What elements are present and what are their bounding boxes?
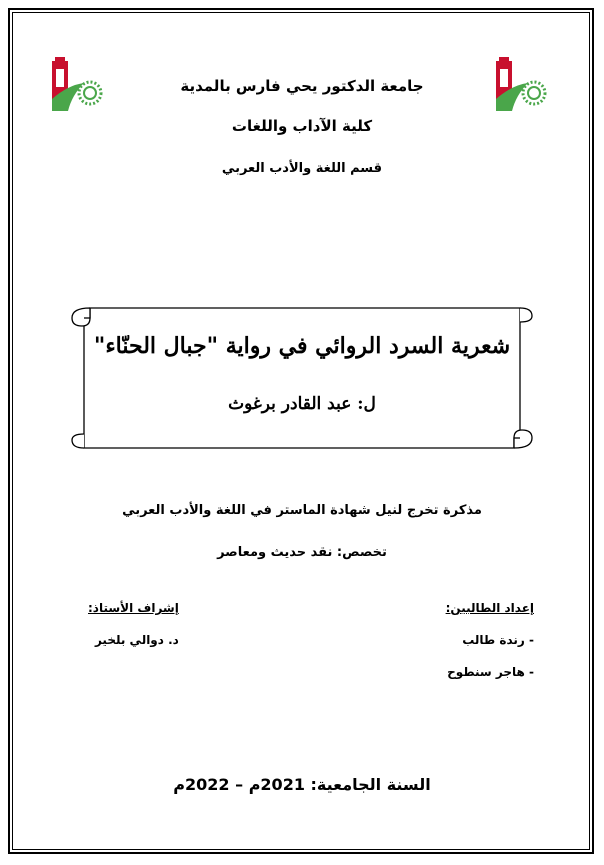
students-block — [446, 601, 534, 697]
thesis-specialty: تخصص: نقد حديث ومعاصر — [217, 545, 387, 560]
thesis-title: شعرية السرد الروائي في رواية "جبال الحنّاء" — [93, 333, 511, 359]
novel-author: ل: عبد القادر برغوث — [228, 394, 376, 414]
thesis-description: مذكرة تخرج لنيل شهادة الماستر في اللغة والأدب العربي — [122, 503, 482, 518]
title-scroll-box — [68, 298, 536, 458]
supervisor-name: د. دوالي بلخير — [94, 633, 179, 647]
student-name: - رندة طالب — [462, 633, 534, 647]
supervisor-block — [88, 601, 179, 665]
faculty-name: كلية الآداب واللغات — [231, 117, 373, 135]
academic-year: السنة الجامعية: 2021م – 2022م — [173, 775, 431, 794]
supervisor-heading: إشراف الأستاذ: — [88, 601, 179, 615]
students-heading: إعداد الطالبين: — [445, 601, 534, 615]
university-name: جامعة الدكتور يحي فارس بالمدية — [180, 77, 424, 95]
student-name: - هاجر سنطوح — [447, 665, 534, 679]
department-name: قسم اللغة والأدب العربي — [221, 161, 383, 176]
